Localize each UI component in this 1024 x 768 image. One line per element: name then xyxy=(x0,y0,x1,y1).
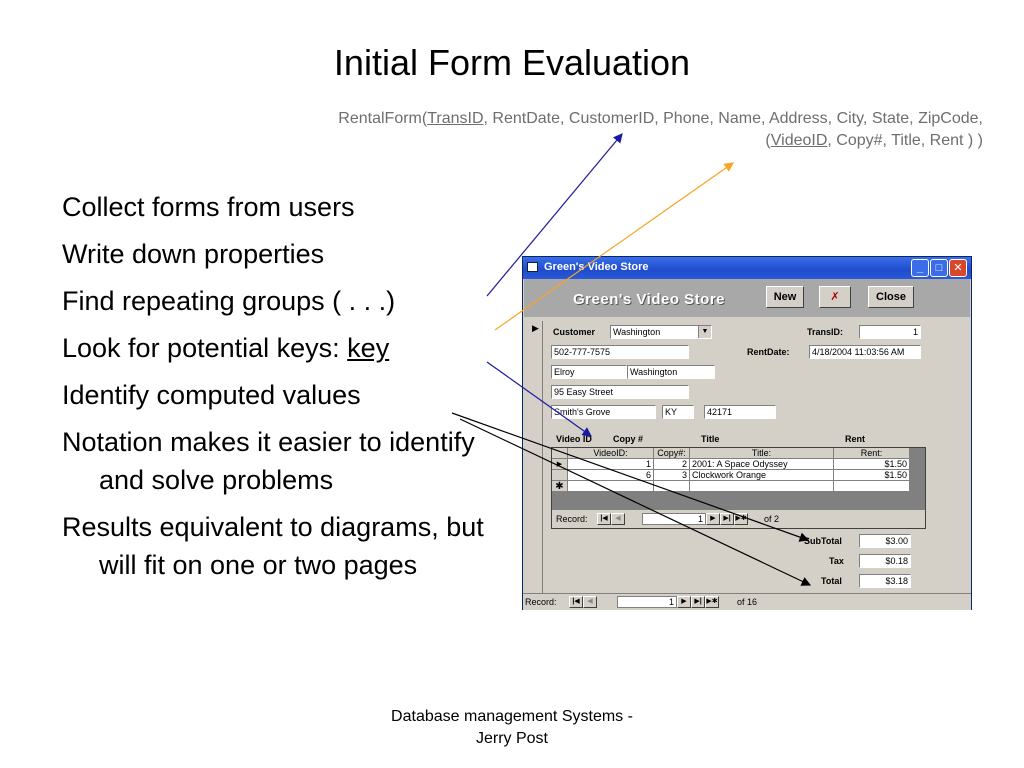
chevron-down-icon[interactable]: ▼ xyxy=(698,326,711,338)
notation-group-fields: , Copy#, Title, Rent ) ) xyxy=(827,132,983,149)
next-record-icon[interactable]: ▶ xyxy=(706,513,720,525)
customer-label: Customer xyxy=(553,327,596,337)
rentdate-value: 4/18/2004 11:03:56 AM xyxy=(812,347,905,357)
transid-label: TransID: xyxy=(807,327,844,337)
first-name-field[interactable]: Elroy xyxy=(551,365,627,379)
new-button[interactable]: New xyxy=(766,286,804,308)
table-cell-videoid[interactable]: 1 xyxy=(568,459,654,470)
city-field[interactable]: Smith's Grove xyxy=(551,405,656,419)
last-record-icon[interactable]: ▶| xyxy=(720,513,734,525)
subform-record-number[interactable]: 1 xyxy=(642,513,706,525)
bullet-item: Collect forms from users xyxy=(62,192,355,222)
subform-record-label: Record: xyxy=(556,514,588,524)
arrow-to-subtotal xyxy=(452,413,808,540)
arrow-to-total xyxy=(460,419,810,585)
subform-header-rent: Rent xyxy=(845,434,865,444)
total-label: Total xyxy=(821,576,842,586)
notation-fields: , RentDate, CustomerID, Phone, Name, Address, City, State, ZipCode, xyxy=(483,110,983,127)
table-cell-title[interactable]: 2001: A Space Odyssey xyxy=(690,459,834,470)
subtotal-label: SubTotal xyxy=(804,536,842,546)
notation-key-videoid: VideoID xyxy=(770,132,828,149)
address-field[interactable]: 95 Easy Street xyxy=(551,385,689,399)
arrow-to-repeating-group xyxy=(495,163,733,330)
subform-header-title: Title xyxy=(701,434,720,444)
form-record-label: Record: xyxy=(525,597,557,607)
table-cell-copy[interactable]: 3 xyxy=(654,470,690,481)
bullet-item: Write down properties xyxy=(62,239,325,269)
state-field[interactable]: KY xyxy=(662,405,694,419)
minimize-icon[interactable]: _ xyxy=(911,259,929,277)
column-header-copy[interactable]: Copy#: xyxy=(654,448,690,459)
table-cell-title[interactable]: Clockwork Orange xyxy=(690,470,834,481)
maximize-icon[interactable]: □ xyxy=(930,259,948,277)
bullet-item: Find repeating groups ( . . .) xyxy=(62,286,396,316)
table-cell-copy[interactable]: 2 xyxy=(654,459,690,470)
bullet-text: Look for potential keys: xyxy=(62,333,348,363)
transid-field[interactable]: 1 xyxy=(859,325,921,339)
last-name-field[interactable]: Washington xyxy=(627,365,715,379)
table-cell-rent[interactable]: $1.50 xyxy=(834,470,910,481)
subtotal-field[interactable]: $3.00 xyxy=(859,534,911,548)
key-word: key xyxy=(347,333,390,363)
footer xyxy=(0,706,1024,750)
row-selector-icon[interactable]: ▶ xyxy=(552,459,568,470)
slide-title: Initial Form Evaluation xyxy=(333,42,691,83)
next-record-icon[interactable]: ▶ xyxy=(677,596,691,608)
bullet-item: Notation makes it easier to identify and solve problems xyxy=(62,427,475,495)
column-header-rent[interactable]: Rent: xyxy=(834,448,910,459)
subform-header-videoid: Video ID xyxy=(556,434,592,444)
notation-prefix: RentalForm( xyxy=(338,110,428,127)
bullet-item: Identify computed values xyxy=(62,380,361,410)
new-record-nav-icon[interactable]: ▶✱ xyxy=(705,596,719,608)
form-record-number[interactable]: 1 xyxy=(617,596,677,608)
notation-key-transid: TransID xyxy=(427,110,484,127)
phone-field[interactable]: 502-777-7575 xyxy=(551,345,689,359)
subform-record-count: of 2 xyxy=(764,514,780,524)
delete-button[interactable]: ✗ xyxy=(819,286,851,308)
new-record-nav-icon[interactable]: ▶✱ xyxy=(734,513,748,525)
table-cell-videoid[interactable]: 6 xyxy=(568,470,654,481)
prev-record-icon[interactable]: ◀ xyxy=(583,596,597,608)
zip-field[interactable]: 42171 xyxy=(704,405,776,419)
notation-group-open: ( xyxy=(765,132,771,149)
column-header-title[interactable]: Title: xyxy=(690,448,834,459)
tax-label: Tax xyxy=(829,556,844,566)
prev-record-icon[interactable]: ◀ xyxy=(611,513,625,525)
new-record-icon[interactable]: ✱ xyxy=(552,481,568,492)
customer-combo-value: Washington xyxy=(613,327,661,337)
bullet-item: Results equivalent to diagrams, but will fit on one or two pages xyxy=(62,512,484,580)
arrow-to-transid-key xyxy=(487,134,622,296)
subform-header-copy: Copy # xyxy=(613,434,644,444)
form-header-title: Green's Video Store xyxy=(573,291,726,308)
column-header-videoid[interactable]: VideoID: xyxy=(568,448,654,459)
last-record-icon[interactable]: ▶| xyxy=(691,596,705,608)
footer-line-2: Jerry Post xyxy=(475,730,548,747)
close-button[interactable]: Close xyxy=(868,286,914,308)
current-record-icon: ▶ xyxy=(532,323,539,333)
total-field[interactable]: $3.18 xyxy=(859,574,911,588)
close-window-icon[interactable]: ✕ xyxy=(949,259,967,277)
rentdate-label: RentDate: xyxy=(747,347,790,357)
first-record-icon[interactable]: |◀ xyxy=(569,596,583,608)
window-title: Green's Video Store xyxy=(544,261,649,273)
first-record-icon[interactable]: |◀ xyxy=(597,513,611,525)
arrow-to-form-key xyxy=(487,362,591,436)
table-cell-rent[interactable]: $1.50 xyxy=(834,459,910,470)
footer-line-1: Database management Systems - xyxy=(391,708,633,725)
tax-field[interactable]: $0.18 xyxy=(859,554,911,568)
form-record-count: of 16 xyxy=(737,597,758,607)
